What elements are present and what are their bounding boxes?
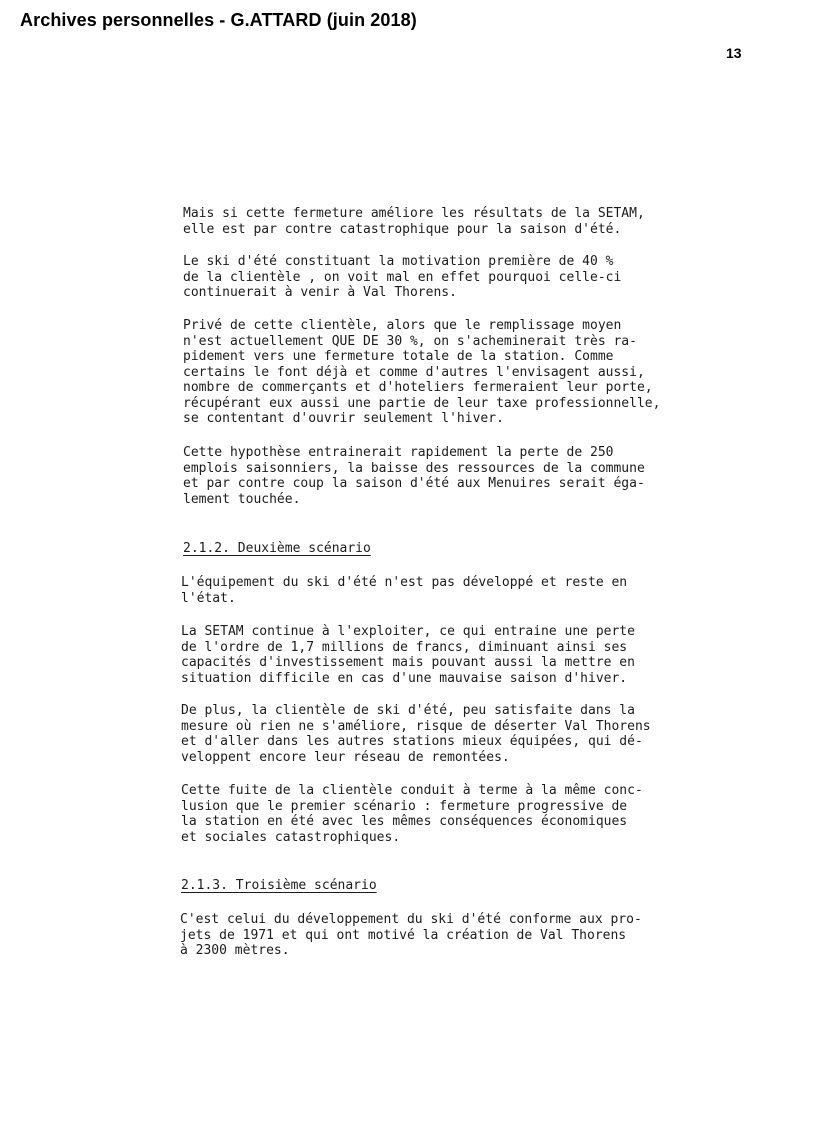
paragraph-setam-losses: La SETAM continue à l'exploiter, ce qui entraine une perte de l'ordre de 1,7 millions de francs, diminuant ainsi ses capacités d'investissement mais pouvant aussi la mettre en situation difficile en cas d'une mauvaise saison d'hiver. <box>181 624 635 686</box>
paragraph-clientele-desertion: De plus, la clientèle de ski d'été, peu satisfaite dans la mesure où rien ne s'améliore, risque de déserter Val Thorens et d'aller dans les autres stations mieux équipées, qui dé- veloppent encore leur réseau de remontées. <box>181 703 651 765</box>
paragraph-setam-closure: Mais si cette fermeture améliore les résultats de la SETAM, elle est par contre catastrophique pour la saison d'été. <box>183 206 645 237</box>
paragraph-station-closure: Privé de cette clientèle, alors que le remplissage moyen n'est actuellement QUE DE 30 %, on s'acheminerait très ra- pidement vers une fermeture totale de la station. Comme certains le font déjà et comme d'autres l'envisagent aussi, nombre de commerçants et d'hoteliers fermeraient leur porte, récupérant eux aussi une partie de leur taxe professionnelle, se contentant d'ouvrir seulement l'hiver. <box>183 318 661 426</box>
paragraph-job-losses: Cette hypothèse entrainerait rapidement la perte de 250 emplois saisonniers, la baisse des ressources de la commune et par contre coup la saison d'été aux Menuires serait éga- lement touchée. <box>183 445 645 507</box>
paragraph-equipment-unchanged: L'équipement du ski d'été n'est pas développé et reste en l'état. <box>181 575 628 606</box>
paragraph-development-1971: C'est celui du développement du ski d'été conforme aux pro- jets de 1971 et qui ont motivé la création de Val Thorens à 2300 mètres. <box>180 912 642 958</box>
section-heading-second-scenario: 2.1.2. Deuxième scénario <box>183 541 371 556</box>
section-heading-third-scenario: 2.1.3. Troisième scénario <box>181 878 377 893</box>
page-number: 13 <box>726 45 742 61</box>
paragraph-summer-ski-motivation: Le ski d'été constituant la motivation première de 40 % de la clientèle , on voit mal en effet pourquoi celle-ci continuerait à venir à Val Thorens. <box>183 254 622 300</box>
archive-header-title: Archives personnelles - G.ATTARD (juin 2018) <box>20 10 417 30</box>
paragraph-progressive-closure: Cette fuite de la clientèle conduit à terme à la même conc- lusion que le premier scénario : fermeture progressive de la station en été avec les mêmes conséquences économiques et sociales catastrophiques. <box>181 783 643 845</box>
